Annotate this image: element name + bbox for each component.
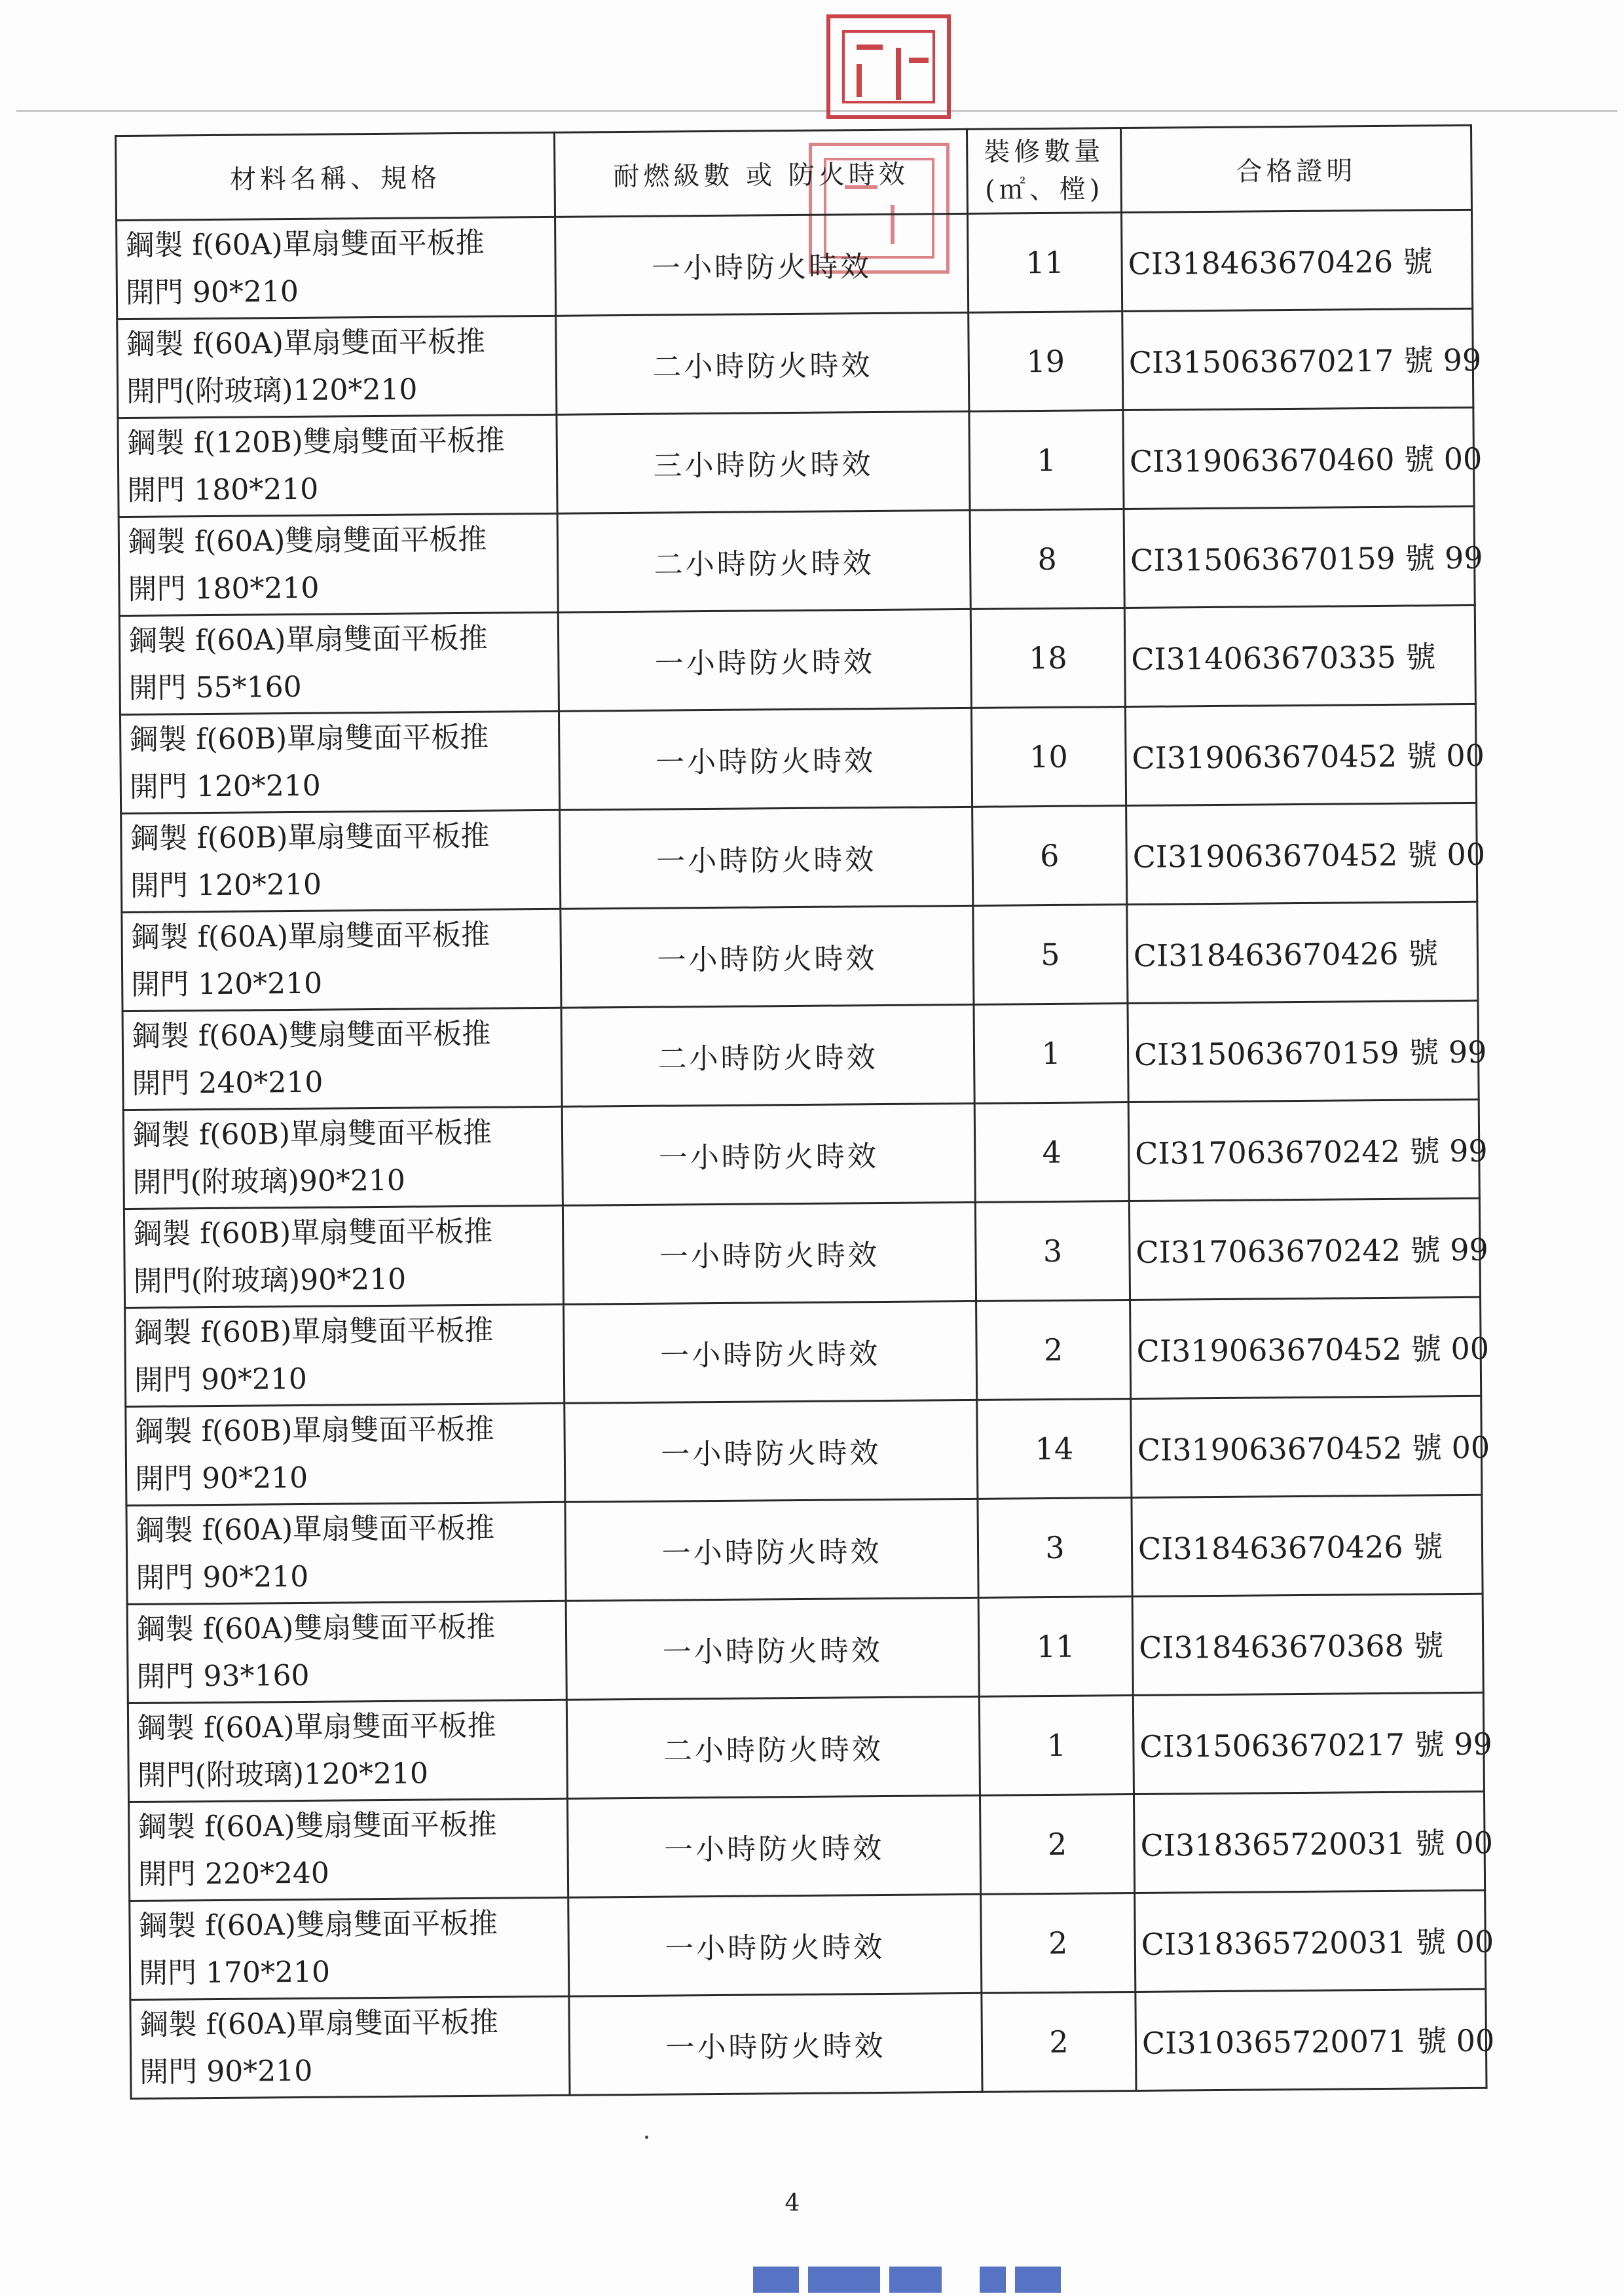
material-name-line2: 開門 180*210 [127,472,319,507]
header-material-name: 材料名稱、規格 [116,132,555,220]
fire-rating-cell: 一小時防火時效 [563,1202,976,1304]
fire-rating-cell: 一小時防火時效 [562,1103,975,1205]
table-row [117,210,1473,319]
material-name-line2: 開門 120*210 [130,867,322,903]
quantity-cell: 5 [973,905,1128,1005]
blue-stamp-fragment [753,2267,1120,2296]
table-row [122,902,1478,1011]
certificate-cell: CI315063670217 號 99 [1133,1692,1484,1794]
certificate-cell: CI317063670242 號 99 [1128,1099,1479,1201]
table-row [127,1594,1483,1703]
certificate-cell: CI319063670452 號 00 [1125,704,1476,805]
material-name-line2: 開門 240*210 [132,1065,323,1101]
material-name-line2: 開門 120*210 [131,966,323,1002]
table-row [129,1791,1485,1901]
material-name-line1: 鋼製 f(60A)單扇雙面平板推 [139,2005,499,2042]
material-name-line2: 開門(附玻璃)90*210 [133,1262,407,1298]
certificate-cell: CI319063670460 號 00 [1123,407,1474,509]
material-name-line2: 開門(附玻璃)90*210 [132,1163,406,1199]
fire-rating-cell: 三小時防火時效 [557,411,970,513]
material-name-cell [119,513,558,615]
material-name-line2: 開門 120*210 [129,769,322,804]
quantity-cell: 4 [974,1102,1129,1203]
material-name-cell [127,1601,566,1703]
scan-top-rule [16,110,1617,112]
material-name-cell [120,711,559,813]
material-name-line2: 開門 220*240 [138,1856,330,1891]
material-name-cell [125,1304,564,1406]
certificate-cell: CI318365720031 號 00 [1135,1890,1486,1992]
material-name-line2: 開門(附玻璃)120*210 [126,373,418,409]
certificate-cell: CI319063670452 號 00 [1126,803,1477,904]
header-fire-rating: 耐燃級數 或 防火時效 [555,129,968,217]
material-name-cell [124,1205,563,1307]
material-name-line1: 鋼製 f(60A)雙扇雙面平板推 [138,1906,498,1943]
table-row [126,1495,1483,1604]
table-row [126,1396,1482,1505]
red-seal-stamp [826,14,951,119]
material-name-cell [122,1008,562,1110]
material-name-cell [119,612,559,714]
material-name-cell [129,1798,568,1901]
fire-rating-cell: 二小時防火時效 [557,510,970,612]
table-row [124,1198,1480,1307]
certificate-cell: CI315063670159 號 99 [1124,506,1475,608]
material-name-cell [117,316,557,418]
table-row [128,1692,1484,1802]
scan-dot [645,2136,648,2139]
quantity-cell: 3 [975,1201,1130,1302]
material-name-line1: 鋼製 f(60B)單扇雙面平板推 [132,1116,492,1152]
table-row [119,605,1475,714]
certificate-cell: CI318463670368 號 [1132,1594,1483,1695]
material-name-line2: 開門 180*210 [128,571,320,606]
table-row [118,407,1474,517]
table-row [123,1099,1479,1209]
material-name-line2: 開門 90*210 [134,1461,308,1496]
fire-rating-cell: 一小時防火時效 [568,1894,982,1996]
material-name-line1: 鋼製 f(60A)雙扇雙面平板推 [131,1017,491,1053]
material-name-cell [128,1700,567,1802]
quantity-cell: 1 [974,1004,1128,1104]
material-name-line2: 開門 90*210 [136,1559,309,1595]
certificate-cell: CI315063670217 號 99 [1122,308,1473,410]
fire-rating-cell: 一小時防火時效 [565,1499,978,1601]
material-name-cell [123,1106,563,1209]
table-row [117,308,1473,418]
material-name-line2: 開門 90*210 [134,1362,308,1397]
certificate-cell: CI319063670452 號 00 [1131,1396,1482,1497]
table-body [117,210,1495,2098]
table-row [122,1000,1479,1110]
material-name-line1: 鋼製 f(60A)單扇雙面平板推 [125,226,485,263]
quantity-cell: 2 [980,1794,1134,1894]
material-name-line2: 開門 90*210 [139,2054,313,2089]
table-row [119,506,1475,615]
fire-rating-cell: 一小時防火時效 [569,1993,982,2095]
material-name-line1: 鋼製 f(60A)雙扇雙面平板推 [138,1808,497,1844]
certificate-cell: CI318463670426 號 [1132,1495,1483,1596]
quantity-cell: 8 [970,509,1124,610]
material-name-cell [126,1403,565,1505]
table-row [125,1297,1481,1406]
fire-rating-cell: 一小時防火時效 [566,1597,979,1700]
table-row [130,1989,1486,2098]
quantity-cell: 2 [981,1893,1135,1993]
header-quantity-line1: 裝修數量 [984,136,1105,168]
fire-rating-cell: 一小時防火時效 [564,1400,978,1502]
table-row [121,803,1477,912]
material-name-line2: 開門 93*160 [136,1658,310,1694]
fire-rating-cell: 二小時防火時效 [561,1004,974,1106]
material-name-line1: 鋼製 f(120B)雙扇雙面平板推 [126,424,505,460]
material-name-line1: 鋼製 f(60B)單扇雙面平板推 [129,720,489,757]
fire-rating-cell: 一小時防火時效 [561,905,974,1008]
quantity-cell: 1 [969,410,1124,511]
certificate-cell: CI318463670426 號 [1122,210,1473,311]
table-header-row [116,125,1472,220]
material-name-line1: 鋼製 f(60A)單扇雙面平板推 [136,1709,496,1745]
certificate-cell: CI317063670242 號 99 [1129,1198,1480,1300]
material-name-line1: 鋼製 f(60A)單扇雙面平板推 [126,325,486,362]
quantity-cell: 2 [976,1300,1131,1400]
material-name-line2: 開門 55*160 [128,670,302,705]
fire-rating-cell: 一小時防火時效 [568,1795,981,1897]
fire-rating-cell: 一小時防火時效 [555,213,969,316]
material-name-line1: 鋼製 f(60A)單扇雙面平板推 [135,1511,495,1548]
certificate-cell: CI310365720071 號 00 [1135,1989,1486,2090]
fire-rating-cell: 二小時防火時效 [566,1696,980,1798]
certificate-cell: CI318463670426 號 [1127,902,1478,1003]
quantity-cell: 2 [982,1992,1136,2092]
certificate-cell: CI314063670335 號 [1124,605,1475,706]
fire-rating-cell: 二小時防火時效 [556,312,969,414]
material-name-cell [126,1502,566,1604]
certificate-cell: CI318365720031 號 00 [1134,1791,1485,1893]
certificate-cell: CI315063670159 號 99 [1128,1000,1479,1102]
material-name-line1: 鋼製 f(60A)雙扇雙面平板推 [127,522,487,559]
quantity-cell: 19 [969,312,1123,412]
quantity-cell: 1 [979,1695,1134,1795]
fire-rating-cell: 一小時防火時效 [559,708,972,810]
certificate-cell: CI319063670452 號 00 [1130,1297,1481,1398]
quantity-cell: 11 [978,1596,1133,1696]
material-name-line1: 鋼製 f(60A)單扇雙面平板推 [130,918,490,955]
table-row [130,1890,1486,1999]
material-name-cell [130,1996,570,2098]
material-name-line1: 鋼製 f(60B)單扇雙面平板推 [130,819,490,856]
materials-table-sheet [115,124,1495,2125]
material-name-line2: 開門 90*210 [125,274,299,310]
material-name-line1: 鋼製 f(60B)單扇雙面平板推 [133,1214,493,1251]
table-row [120,704,1476,813]
material-name-cell [117,217,556,319]
quantity-cell: 14 [977,1399,1132,1499]
quantity-cell: 10 [971,707,1126,807]
fire-rating-cell: 一小時防火時效 [558,609,971,711]
header-quantity-line2: (㎡、樘) [984,174,1104,206]
quantity-cell: 6 [972,806,1127,906]
fire-rating-cell: 一小時防火時效 [560,807,973,909]
quantity-cell: 3 [978,1497,1132,1597]
material-name-cell [130,1897,569,1999]
material-name-line1: 鋼製 f(60A)單扇雙面平板推 [128,621,488,658]
quantity-cell: 11 [968,213,1122,313]
material-name-line2: 開門(附玻璃)120*210 [137,1757,429,1793]
quantity-cell: 18 [970,608,1125,708]
page-number: 4 [784,2190,800,2217]
material-name-line2: 開門 170*210 [138,1955,331,1990]
material-name-line1: 鋼製 f(60B)單扇雙面平板推 [134,1313,494,1350]
materials-table [115,124,1495,2100]
header-quantity [967,128,1122,214]
material-name-cell [122,909,561,1011]
material-name-line1: 鋼製 f(60A)雙扇雙面平板推 [136,1610,496,1647]
material-name-line1: 鋼製 f(60B)單扇雙面平板推 [134,1412,494,1449]
material-name-cell [121,810,561,912]
material-name-cell [118,414,557,517]
fire-rating-cell: 一小時防火時效 [564,1301,977,1403]
header-certificate: 合格證明 [1120,125,1471,212]
